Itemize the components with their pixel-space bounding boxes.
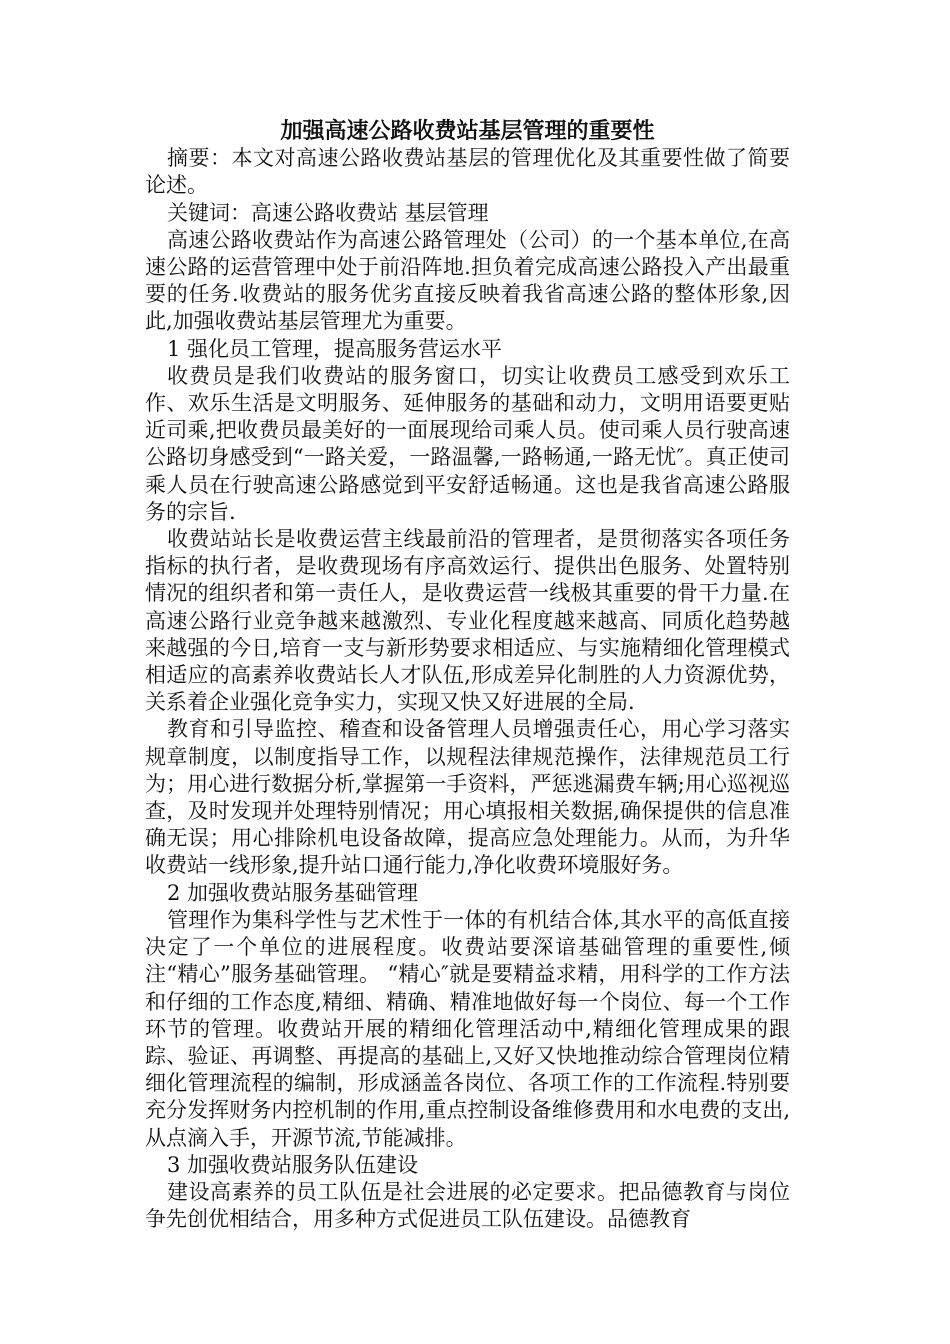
body-paragraph: 教育和引导监控、稽查和设备管理人员增强责任心，用心学习落实规章制度，以制度指导工作，以规程法律规范操作，法律规范员工行为；用心进行数据分析,掌握第一手资料，严惩逃漏费车辆;用心巡视巡查，及时发现并处理特别情况；用心填报相关数据,确保提供的信息准确无误；用心排除机电设备故障，提高应急处理能力。从而，为升华收费站一线形象,提升站口通行能力,净化收费环境服好务。: [145, 717, 790, 878]
body-paragraph: 收费员是我们收费站的服务窗口，切实让收费员工感受到欢乐工作、欢乐生活是文明服务、延伸服务的基础和动力，文明用语要更贴近司乘,把收费员最美好的一面展现给司乘人员。使司乘人员行驶高速公路切身感受到“一路关爱，一路温馨,一路畅通,一路无忧″。真正使司乘人员在行驶高速公路感觉到平安舒适畅通。这也是我省高速公路服务的宗旨.: [145, 363, 790, 524]
abstract-paragraph: 摘要：本文对高速公路收费站基层的管理优化及其重要性做了简要论述。: [145, 146, 790, 198]
document-page: [145, 118, 790, 1233]
intro-paragraph: 高速公路收费站作为高速公路管理处（公司）的一个基本单位,在高速公路的运营管理中处于前沿阵地.担负着完成高速公路投入产出最重要的任务.收费站的服务优劣直接反映着我省高速公路的整体形象,因此,加强收费站基层管理尤为重要。: [145, 227, 790, 334]
section-heading-3: 3 加强收费站服务队伍建设: [167, 1152, 419, 1177]
body-paragraph: 建设高素养的员工队伍是社会进展的必定要求。把品德教育与岗位争先创优相结合，用多种方式促进员工队伍建设。品德教育: [145, 1179, 790, 1232]
keywords-paragraph: 关键词：高速公路收费站 基层管理: [167, 200, 489, 225]
section-heading-2: 2 加强收费站服务基础管理: [167, 880, 419, 905]
document-title: 加强高速公路收费站基层管理的重要性: [280, 118, 655, 144]
body-paragraph: 收费站站长是收费运营主线最前沿的管理者，是贯彻落实各项任务指标的执行者，是收费现场有序高效运行、提供出色服务、处置特别情况的组织者和第一责任人，是收费运营一线极其重要的骨干力量.在高速公路行业竞争越来越激烈、专业化程度越来越高、同质化趋势越来越强的今日,培育一支与新形势要求相适应、与实施精细化管理模式相适应的高素养收费站长人才队伍,形成差异化制胜的人力资源优势，关系着企业强化竞争实力，实现又快又好进展的全局.: [145, 527, 790, 715]
body-paragraph: 管理作为集科学性与艺术性于一体的有机结合体,其水平的高低直接决定了一个单位的进展程度。收费站要深谙基础管理的重要性,倾注“精心”服务基础管理。 “精心″就是要精益求精，用科学的工作方法和仔细的工作态度,精细、精确、精准地做好每一个岗位、每一个工作环节的管理。收费站开展的精细化管理活动中,精细化管理成果的跟踪、验证、再调整、再提高的基础上,又好又快地推动综合管理岗位精细化管理流程的编制，形成涵盖各岗位、各项工作的工作流程.特别要充分发挥财务内控机制的作用,重点控制设备维修费用和水电费的支出,从点滴入手，开源节流,节能减排。: [145, 907, 790, 1150]
section-heading-1: 1 强化员工管理，提高服务营运水平: [167, 336, 503, 361]
